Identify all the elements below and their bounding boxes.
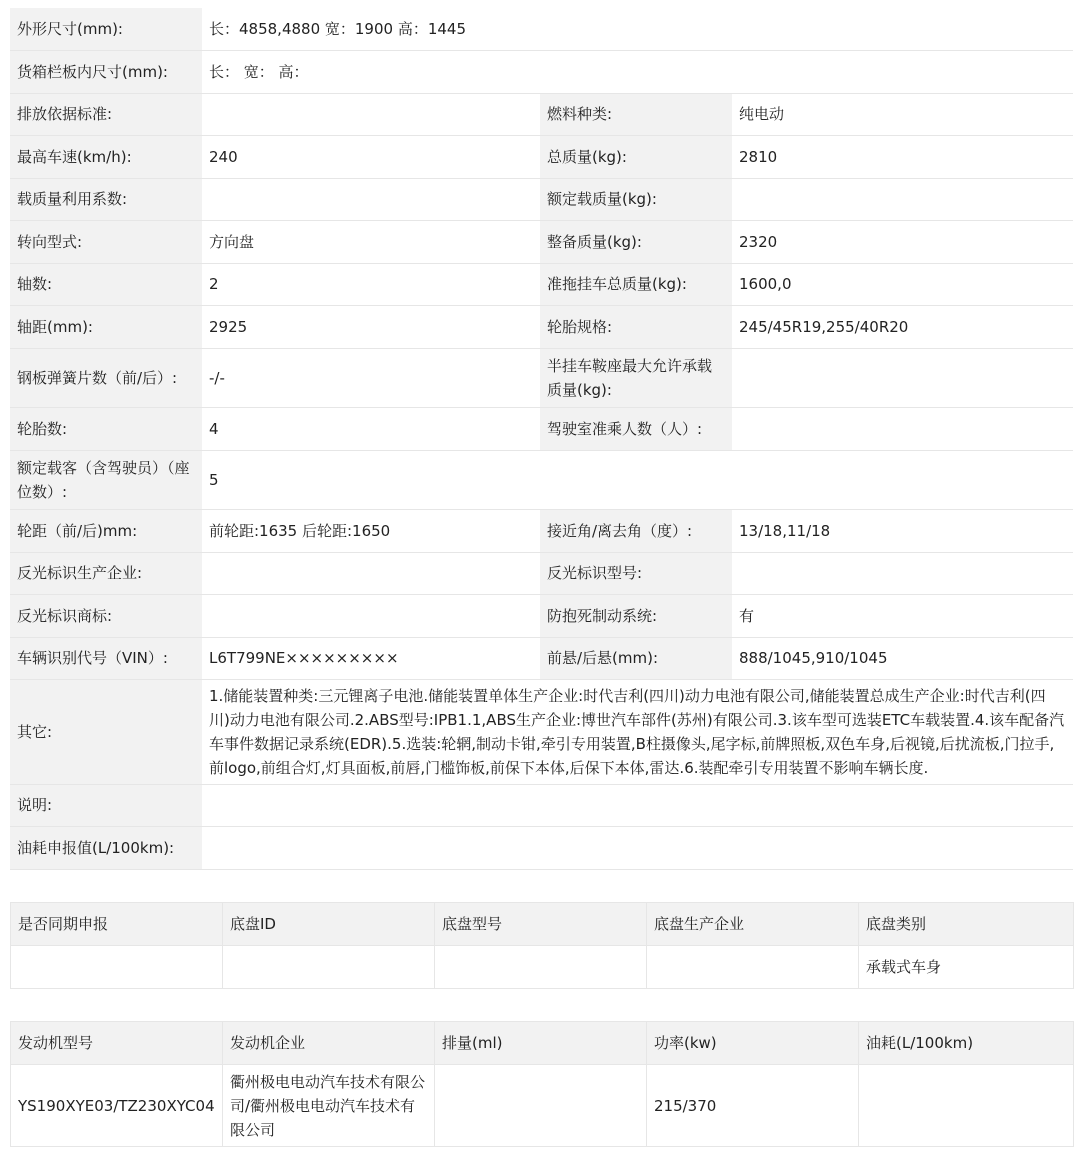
spec-row <box>10 93 1073 135</box>
spec-row-fuel <box>10 826 1073 869</box>
spec-value: 纯电动 <box>732 93 1073 135</box>
table-cell: 215/370 <box>647 1065 859 1147</box>
spec-label: 轴数: <box>10 263 202 305</box>
spec-row-other <box>10 679 1073 784</box>
spec-label: 车辆识别代号（VIN）: <box>10 637 202 679</box>
spec-label: 轮胎规格: <box>540 305 732 348</box>
spec-value: 13/18,11/18 <box>732 509 1073 552</box>
spec-label: 其它: <box>10 679 202 784</box>
spec-value: 1600,0 <box>732 263 1073 305</box>
spec-value: 5 <box>202 450 1073 509</box>
spec-row <box>10 178 1073 220</box>
spec-row <box>10 220 1073 263</box>
spec-value: 4 <box>202 407 540 450</box>
table-row <box>11 946 1074 989</box>
chassis-header-row <box>11 903 1074 946</box>
column-header: 功率(kw) <box>647 1022 859 1065</box>
spec-value <box>202 93 540 135</box>
spec-value: L6T799NE××××××××× <box>202 637 540 679</box>
table-cell <box>435 946 647 989</box>
spec-value <box>202 784 1073 826</box>
column-header: 发动机企业 <box>223 1022 435 1065</box>
spec-value <box>202 552 540 594</box>
spec-value: 2320 <box>732 220 1073 263</box>
spec-label: 额定载客（含驾驶员）（座位数）: <box>10 450 202 509</box>
spec-label: 轴距(mm): <box>10 305 202 348</box>
column-header: 底盘类别 <box>859 903 1074 946</box>
table-cell <box>435 1065 647 1147</box>
spec-label: 燃料种类: <box>540 93 732 135</box>
spec-value <box>732 407 1073 450</box>
spec-row <box>10 305 1073 348</box>
column-header: 排量(ml) <box>435 1022 647 1065</box>
spec-value <box>202 826 1073 869</box>
spec-label: 半挂车鞍座最大允许承载质量(kg): <box>540 348 732 407</box>
spec-value <box>732 178 1073 220</box>
spec-label: 排放依据标准: <box>10 93 202 135</box>
spec-label: 接近角/离去角（度）: <box>540 509 732 552</box>
column-header: 发动机型号 <box>11 1022 223 1065</box>
spec-value: 2925 <box>202 305 540 348</box>
spec-label: 反光标识型号: <box>540 552 732 594</box>
column-header: 底盘生产企业 <box>647 903 859 946</box>
spec-label: 前悬/后悬(mm): <box>540 637 732 679</box>
spec-value: 240 <box>202 135 540 178</box>
spec-label: 准拖挂车总质量(kg): <box>540 263 732 305</box>
spec-label: 额定载质量(kg): <box>540 178 732 220</box>
spec-row <box>10 509 1073 552</box>
spec-value <box>202 594 540 637</box>
spec-label: 防抱死制动系统: <box>540 594 732 637</box>
spec-value: 长： 宽： 高： <box>202 50 1073 93</box>
spec-value: 245/45R19,255/40R20 <box>732 305 1073 348</box>
spec-row <box>10 594 1073 637</box>
spec-value: 2810 <box>732 135 1073 178</box>
spec-label: 钢板弹簧片数（前/后）: <box>10 348 202 407</box>
spec-row-notes <box>10 784 1073 826</box>
spec-value: 2 <box>202 263 540 305</box>
spec-label: 总质量(kg): <box>540 135 732 178</box>
spec-value: 方向盘 <box>202 220 540 263</box>
spec-value: 长：4858,4880 宽：1900 高：1445 <box>202 8 1073 50</box>
spec-value <box>732 552 1073 594</box>
spec-value: 有 <box>732 594 1073 637</box>
spec-row <box>10 348 1073 407</box>
engine-header-row <box>11 1022 1074 1065</box>
table-row <box>11 1065 1074 1147</box>
spec-label: 说明: <box>10 784 202 826</box>
spec-row-passengers <box>10 450 1073 509</box>
spec-label: 载质量利用系数: <box>10 178 202 220</box>
table-cell: 承载式车身 <box>859 946 1074 989</box>
spec-row <box>10 637 1073 679</box>
spec-label: 驾驶室准乘人数（人）: <box>540 407 732 450</box>
column-header: 底盘型号 <box>435 903 647 946</box>
spec-value: 前轮距:1635 后轮距:1650 <box>202 509 540 552</box>
spec-row-cargo-box <box>10 50 1073 93</box>
spec-row-dimensions <box>10 8 1073 50</box>
spec-row <box>10 552 1073 594</box>
spec-value: -/- <box>202 348 540 407</box>
spec-label: 轮胎数: <box>10 407 202 450</box>
spec-value: 888/1045,910/1045 <box>732 637 1073 679</box>
column-header: 底盘ID <box>223 903 435 946</box>
table-cell: YS190XYE03/TZ230XYC04 <box>11 1065 223 1147</box>
spec-value <box>732 348 1073 407</box>
spec-label: 转向型式: <box>10 220 202 263</box>
table-cell <box>859 1065 1074 1147</box>
table-cell <box>11 946 223 989</box>
spec-row <box>10 407 1073 450</box>
spec-row <box>10 263 1073 305</box>
spec-value: 1.储能装置种类:三元锂离子电池.储能装置单体生产企业:时代吉利(四川)动力电池有限公司,储能装置总成生产企业:时代吉利(四川)动力电池有限公司.2.ABS型号:IPB1.1,ABS生产企业:博世汽车部件(苏州)有限公司.3.该车型可选装ETC车载装置.4.该车配备汽车事件数据记录系统(EDR).5.选装:轮辋,制动卡钳,牵引专用装置,B柱摄像头,尾字标,前牌照板,双色车身,后视镜,后扰流板,门拉手,前logo,前组合灯,灯具面板,前唇,门槛饰板,前保下本体,后保下本体,雷达.6.装配牵引专用装置不影响车辆长度. <box>202 679 1073 784</box>
spec-label: 油耗申报值(L/100km): <box>10 826 202 869</box>
table-cell <box>223 946 435 989</box>
vehicle-spec-table <box>10 8 1073 870</box>
spec-label: 外形尺寸(mm): <box>10 8 202 50</box>
column-header: 油耗(L/100km) <box>859 1022 1074 1065</box>
spec-label: 反光标识商标: <box>10 594 202 637</box>
spec-label: 最高车速(km/h): <box>10 135 202 178</box>
spec-value <box>202 178 540 220</box>
chassis-table <box>10 902 1074 989</box>
spec-label: 整备质量(kg): <box>540 220 732 263</box>
table-cell: 衢州极电电动汽车技术有限公司/衢州极电电动汽车技术有限公司 <box>223 1065 435 1147</box>
spec-row <box>10 135 1073 178</box>
engine-table <box>10 1021 1074 1147</box>
column-header: 是否同期申报 <box>11 903 223 946</box>
spec-label: 反光标识生产企业: <box>10 552 202 594</box>
table-cell <box>647 946 859 989</box>
spec-label: 轮距（前/后)mm: <box>10 509 202 552</box>
spec-label: 货箱栏板内尺寸(mm): <box>10 50 202 93</box>
